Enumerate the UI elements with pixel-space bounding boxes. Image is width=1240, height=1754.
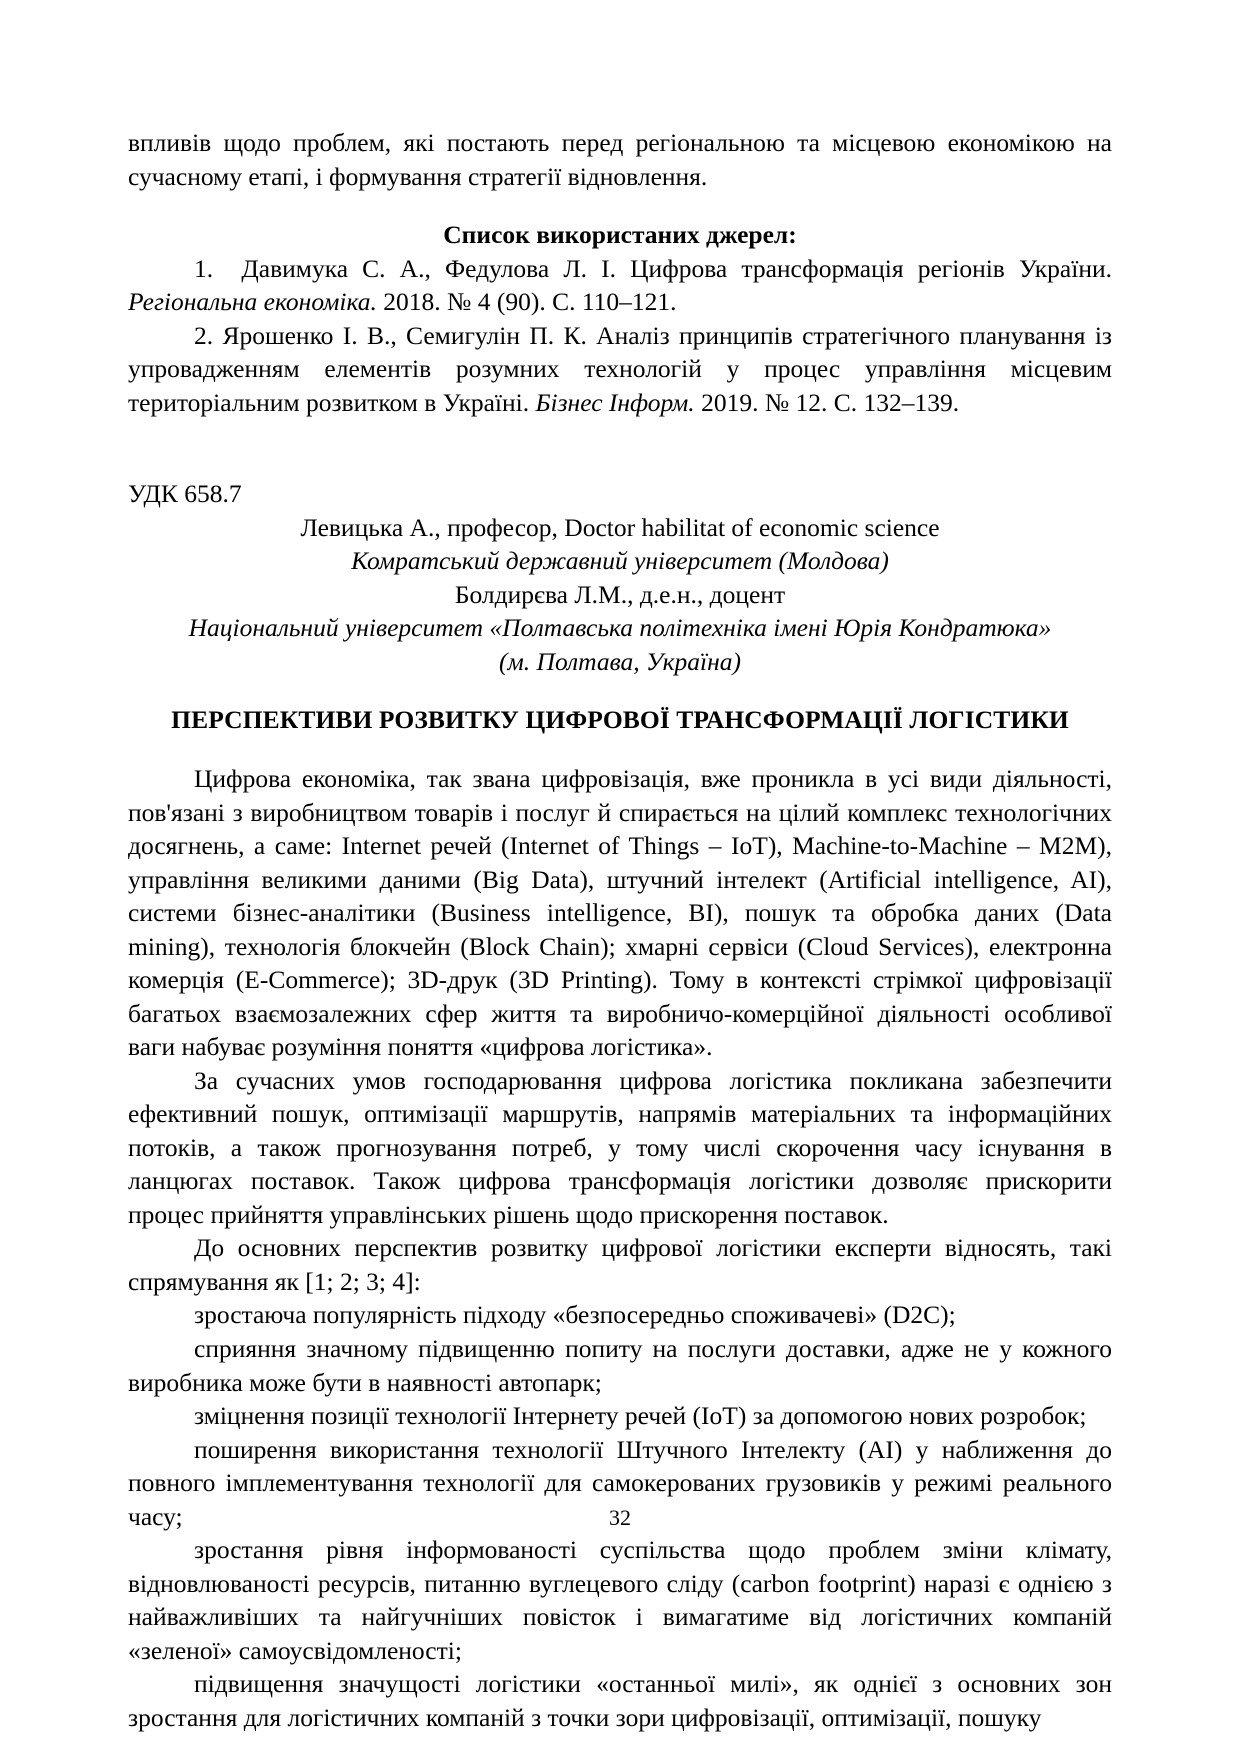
- page-content: [128, 126, 1112, 1734]
- affiliation-one: Комратський державний університет (Молдова): [351, 546, 889, 576]
- spacer: [128, 193, 1112, 218]
- spacer: [128, 678, 1112, 703]
- list-item: зростаюча популярність підходу «безпосередньо споживачеві» (D2C);: [194, 1300, 956, 1330]
- reference-item: [128, 252, 1112, 319]
- body-paragraph: До основних перспектив розвитку цифрової логістики експерти відносять, такі спрямування як [1; 2; 3; 4]:: [128, 1233, 1112, 1296]
- authors-block: [128, 511, 1112, 679]
- body-paragraph: За сучасних умов господарювання цифрова логістика покликана забезпечити ефективний пошук, оптимізації маршрутів, напрямів матеріальних та інформаційних потоків, а також прогнозування потреб, у тому числі скорочення часу існування в ланцюгах поставок. Також цифрова трансформація логістики дозволяє прискорити процес прийняття управлінських рішень щодо прискорення поставок.: [128, 1065, 1112, 1229]
- list-item: поширення використання технології Штучного Інтелекту (AI) у наближення до повного імплементування технології для самокерованих грузовиків у режимі реального часу;: [128, 1434, 1112, 1531]
- references-heading: Список використаних джерел:: [443, 220, 797, 250]
- reference-number: 1.: [194, 253, 214, 283]
- reference-item: [128, 319, 1112, 420]
- article-title: ПЕРСПЕКТИВИ РОЗВИТКУ ЦИФРОВОЇ ТРАНСФОРМАЦІЇ ЛОГІСТИКИ: [171, 705, 1069, 735]
- author-two: Болдирєва Л.М., д.е.н., доцент: [454, 579, 786, 609]
- udk-code: УДК 658.7: [128, 479, 242, 509]
- list-item: зміцнення позиції технології Інтернету речей (IoT) за допомогою нових розробок;: [194, 1401, 1087, 1431]
- spacer: [128, 419, 1112, 477]
- continued-paragraph: впливів щодо проблем, які постають перед регіональною та місцевою економікою на сучасному етапі, і формування стратегії відновлення.: [128, 128, 1112, 191]
- reference-details: 2018. № 4 (90). С. 110–121.: [376, 287, 677, 317]
- list-item: зростання рівня інформованості суспільства щодо проблем зміни клімату, відновлюваності ресурсів, питанню вуглецевого сліду (carbon footprint) наразі є однією з найважливіших та найгучніших повісток і вимагатиме від логістичних компаній «зеленої» самоусвідомленості;: [128, 1535, 1112, 1665]
- reference-number: 2.: [194, 320, 214, 350]
- reference-text: Давимука С. А., Федулова Л. І. Цифрова трансформація регіонів України.: [241, 253, 1112, 283]
- page-number: 32: [609, 1505, 631, 1530]
- list-item: підвищення значущості логістики «останньої милі», як однієї з основних зон зростання для логістичних компаній з точки зори цифровізації, оптимізації, пошуку: [128, 1669, 1112, 1732]
- list-item: сприяння значному підвищенню попиту на послуги доставки, адже не у кожного виробника може бути в наявності автопарк;: [128, 1334, 1112, 1397]
- reference-source: Регіональна економіка.: [128, 287, 377, 317]
- author-one: Левицька А., професор, Doctor habilitat of economic science: [300, 512, 940, 542]
- reference-source: Бізнес Інформ.: [535, 387, 695, 417]
- reference-text: Ярошенко І. В., Семигулін П. К. Аналіз принципів стратегічного планування із упровадженням елементів розумних технологій у процес управління місцевим територіальним розвитком в Україні.: [128, 320, 1113, 417]
- reference-details: 2019. № 12. С. 132–139.: [694, 387, 960, 417]
- body-paragraph: Цифрова економіка, так звана цифровізація, вже проникла в усі види діяльності, пов'язані з виробництвом товарів і послуг й спирається на цілий комплекс технологічних досягнень, а саме: Internet речей (Internet of Things – IoT), Machine-to-Machine – M2M), управління великими даними (Big Data), штучний інтелект (Artificial intelligence, AI), системи бізнес-аналітики (Business intelligence, BI), пошук та обробка даних (Data mining), технологія блокчейн (Block Chain); хмарні сервіси (Cloud Services), електронна комерція (E-Commerce); 3D-друк (3D Printing). Тому в контексті стрімкої цифровізації багатьох взаємозалежних сфер життя та виробничо-комерційної діяльності особливої ваги набуває розуміння поняття «цифрова логістика».: [128, 763, 1112, 1062]
- spacer: [128, 737, 1112, 762]
- affiliation-two-city: (м. Полтава, Україна): [499, 646, 741, 676]
- affiliation-two: Національний університет «Полтавська політехніка імені Юрія Кондратюка»: [188, 613, 1052, 643]
